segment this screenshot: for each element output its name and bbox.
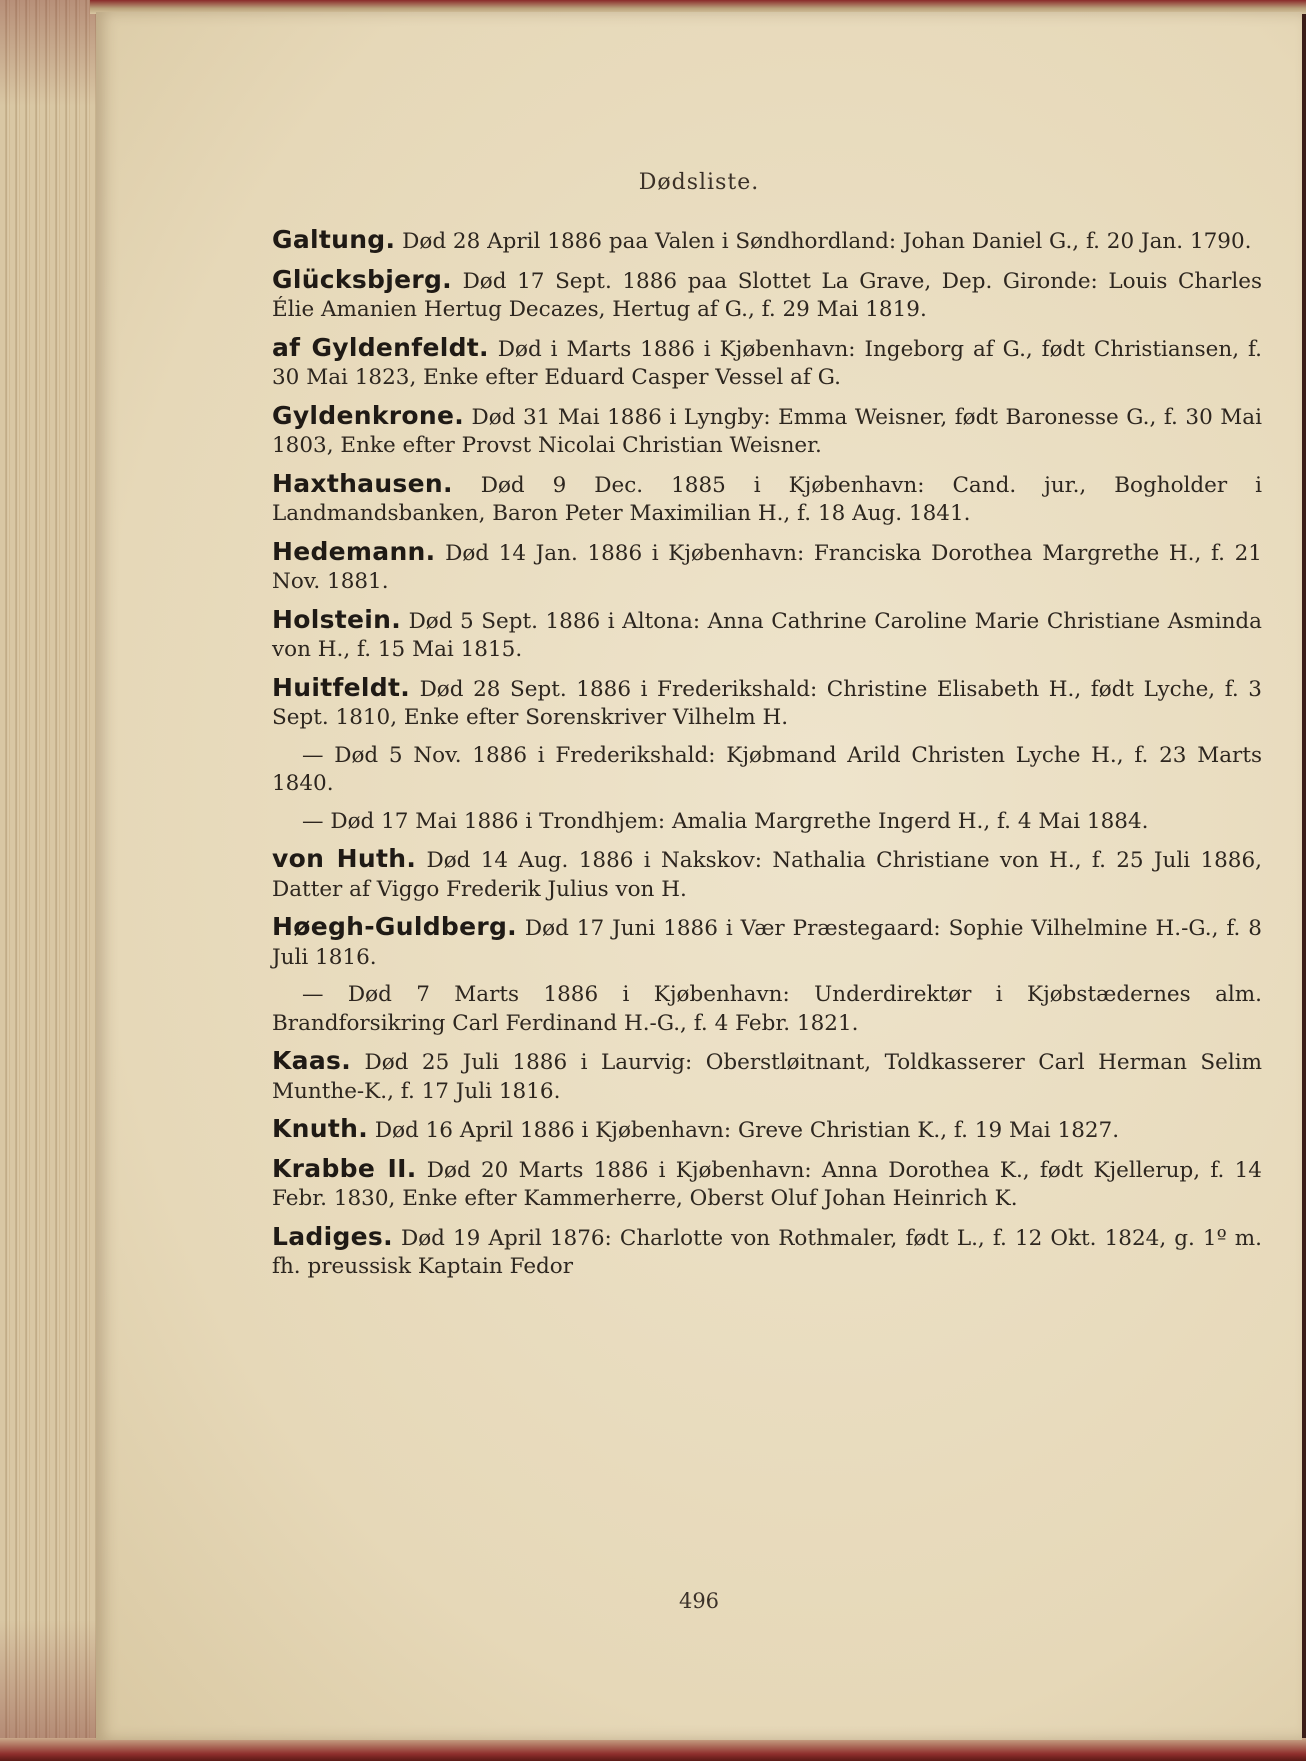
entry-name: Gyldenkrone. [272, 400, 465, 430]
page-edges [0, 0, 100, 1761]
entry-name: Holstein. [272, 604, 402, 634]
entry-knuth [272, 1115, 1262, 1146]
entry-text: Død 31 Mai 1886 i Lyngby: Emma Weisner, født Baronesse G., f. 30 Mai 1803, Enke efter Provst Nicolai Christian Weisner. [272, 404, 1262, 458]
entry-ladiges [272, 1223, 1262, 1282]
entry-name: Høegh-Guldberg. [272, 912, 517, 941]
entry-text: Død 28 April 1886 paa Valen i Søndhordland: Johan Daniel G., f. 20 Jan. 1790. [395, 229, 1252, 254]
entry-text: Død 28 Sept. 1886 i Frederikshald: Christine Elisabeth H., født Lyche, f. 3 Sept. 1810, Enke efter Sorenskriver Vilhelm H. [272, 676, 1262, 730]
entry-text: Død 25 Juli 1886 i Laurvig: Oberstløitnant, Toldkasserer Carl Herman Selim Munthe-K., f. 17 Juli 1816. [272, 1050, 1262, 1104]
entry-name: Knuth. [272, 1114, 369, 1143]
entry-text: Død 20 Marts 1886 i Kjøbenhavn: Anna Dorothea K., født Kjellerup, f. 14 Febr. 1830, Enke efter Kammerherre, Oberst Oluf Johan Heinrich K. [272, 1157, 1262, 1211]
entry-galtung [272, 226, 1262, 257]
entry-huitfeldt-cont-2 [272, 808, 1262, 837]
entry-text: Død 19 April 1876: Charlotte von Rothmaler, født L., f. 12 Okt. 1824, g. 1º m. fh. preussisk Kaptain Fedor [272, 1225, 1262, 1279]
entry-af-gyldenfeldt [272, 334, 1262, 393]
entry-huitfeldt [272, 674, 1262, 733]
entry-text: — Død 7 Marts 1886 i Kjøbenhavn: Underdirektør i Kjøbstædernes alm. Brandforsikring Carl Ferdinand H.-G., f. 4 Febr. 1821. [272, 982, 1262, 1036]
entry-gyldenkrone [272, 402, 1262, 461]
entry-name: Galtung. [272, 225, 396, 254]
entry-holstein [272, 606, 1262, 665]
entry-name: Ladiges. [272, 1221, 393, 1251]
entry-krabbe [272, 1155, 1262, 1214]
page-number: 496 [678, 1589, 720, 1613]
entry-text: Død i Marts 1886 i Kjøbenhavn: Ingeborg af G., født Christiansen, f. 30 Mai 1823, Enke efter Eduard Casper Vessel af G. [272, 336, 1262, 390]
entry-text: — Død 17 Mai 1886 i Trondhjem: Amalia Margrethe Ingerd H., f. 4 Mai 1884. [302, 808, 1149, 834]
bottom-edge [0, 1738, 1306, 1761]
entry-hoegh-guldberg [272, 913, 1262, 972]
entry-text: Død 14 Aug. 1886 i Nakskov: Nathalia Christiane von H., f. 25 Juli 1886, Datter af Viggo Frederik Julius von H. [272, 848, 1262, 902]
death-list [272, 226, 1262, 1282]
entry-hedemann [272, 538, 1262, 597]
entry-name: von Huth. [272, 844, 417, 873]
entry-kaas [272, 1047, 1262, 1106]
entry-text: Død 5 Sept. 1886 i Altona: Anna Cathrine Caroline Marie Christiane Asminda von H., f. 15 Mai 1815. [272, 608, 1262, 662]
entry-text: Død 9 Dec. 1885 i Kjøbenhavn: Cand. jur., Bogholder i Landmandsbanken, Baron Peter Maximilian H., f. 18 Aug. 1841. [272, 472, 1262, 526]
entry-name: Huitfeldt. [272, 672, 410, 702]
entry-von-huth [272, 845, 1262, 904]
entry-name: Haxthausen. [272, 468, 453, 498]
entry-text: Død 16 April 1886 i Kjøbenhavn: Greve Christian K., f. 19 Mai 1827. [368, 1118, 1120, 1143]
entry-hoegh-guldberg-cont [272, 981, 1262, 1038]
entry-name: Krabbe II. [272, 1153, 417, 1183]
entry-haxthausen [272, 470, 1262, 529]
entry-text: — Død 5 Nov. 1886 i Frederikshald: Kjøbmand Arild Christen Lyche H., f. 23 Marts 1840. [272, 742, 1262, 796]
entry-text: Død 17 Sept. 1886 paa Slottet La Grave, Dep. Gironde: Louis Charles Élie Amanien Hertug Decazes, Hertug af G., f. 29 Mai 1819. [272, 268, 1262, 322]
book-page [96, 12, 1302, 1740]
entry-name: af Gyldenfeldt. [272, 332, 489, 362]
entry-name: Glücksbjerg. [272, 264, 452, 294]
running-head: Dødsliste. [638, 170, 760, 195]
entry-name: Kaas. [272, 1046, 351, 1075]
entry-text: Død 14 Jan. 1886 i Kjøbenhavn: Franciska Dorothea Margrethe H., f. 21 Nov. 1881. [272, 540, 1262, 594]
entry-name: Hedemann. [272, 536, 436, 566]
entry-text: Død 17 Juni 1886 i Vær Præstegaard: Sophie Vilhelmine H.-G., f. 8 Juli 1816. [272, 916, 1262, 970]
entry-glucksbjerg [272, 266, 1262, 325]
entry-huitfeldt-cont-1 [272, 742, 1262, 799]
